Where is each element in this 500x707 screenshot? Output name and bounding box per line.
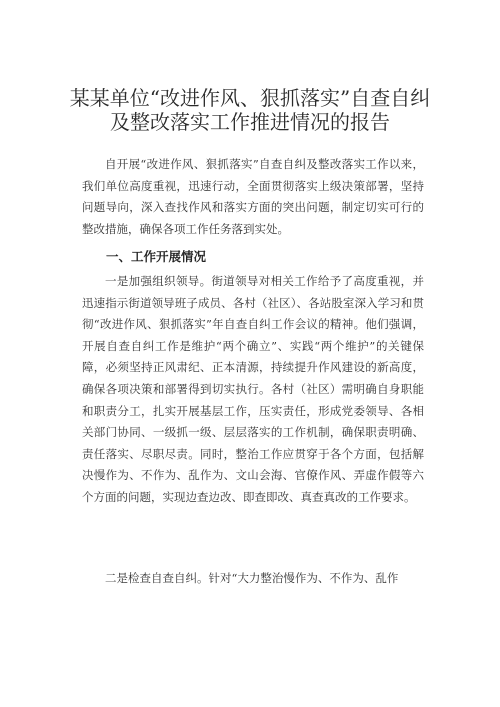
document-title-line-1: 某某单位“改进作风、狠抓落实”自查自纠 bbox=[69, 86, 431, 110]
document-title-line-2: 及整改落实工作推进情况的报告 bbox=[110, 110, 390, 134]
intro-paragraph: 自开展“改进作风、狠抓落实”自查自纠及整改落实工作以来，我们单位高度重视，迅速行动，全面贯彻落实上级决策部署，坚持问题导向，深入查找作风和落实方面的突出问题，制定切实可行的整改措施，确保各项工作任务落到实处。 bbox=[82, 157, 424, 236]
section-heading: 一、工作开展情况 bbox=[106, 249, 207, 264]
section-paragraph-1: 一是加强组织领导。街道领导对相关工作给予了高度重视，并迅速指示街道领导班子成员、各村（社区）、各站股室深入学习和贯彻“改进作风、狠抓落实”年自查自纠工作会议的精神。他们强调，开展自查自纠工作是维护“两个确立”、实践“两个维护”的关键保障，必须坚持正风肃纪、正本清源，持续提升作风建设的新高度，确保各项决策和部署得到切实执行。各村（社区）需明确自身职能和职责分工，扎实开展基层工作，压实责任，形成党委领导、各相关部门协同、一级抓一级、层层落实的工作机制，确保职责明确、责任落实、尽职尽责。同时，整治工作应贯穿于各个方面，包括解决慢作为、不作为、乱作为、文山会海、官僚作风、弄虚作假等六个方面的问题，实现边查边改、即查即改、真查真改的工作要求。 bbox=[82, 274, 424, 504]
section-paragraph-2: 二是检查自查自纠。针对“大力整治慢作为、不作为、乱作 bbox=[105, 571, 399, 585]
